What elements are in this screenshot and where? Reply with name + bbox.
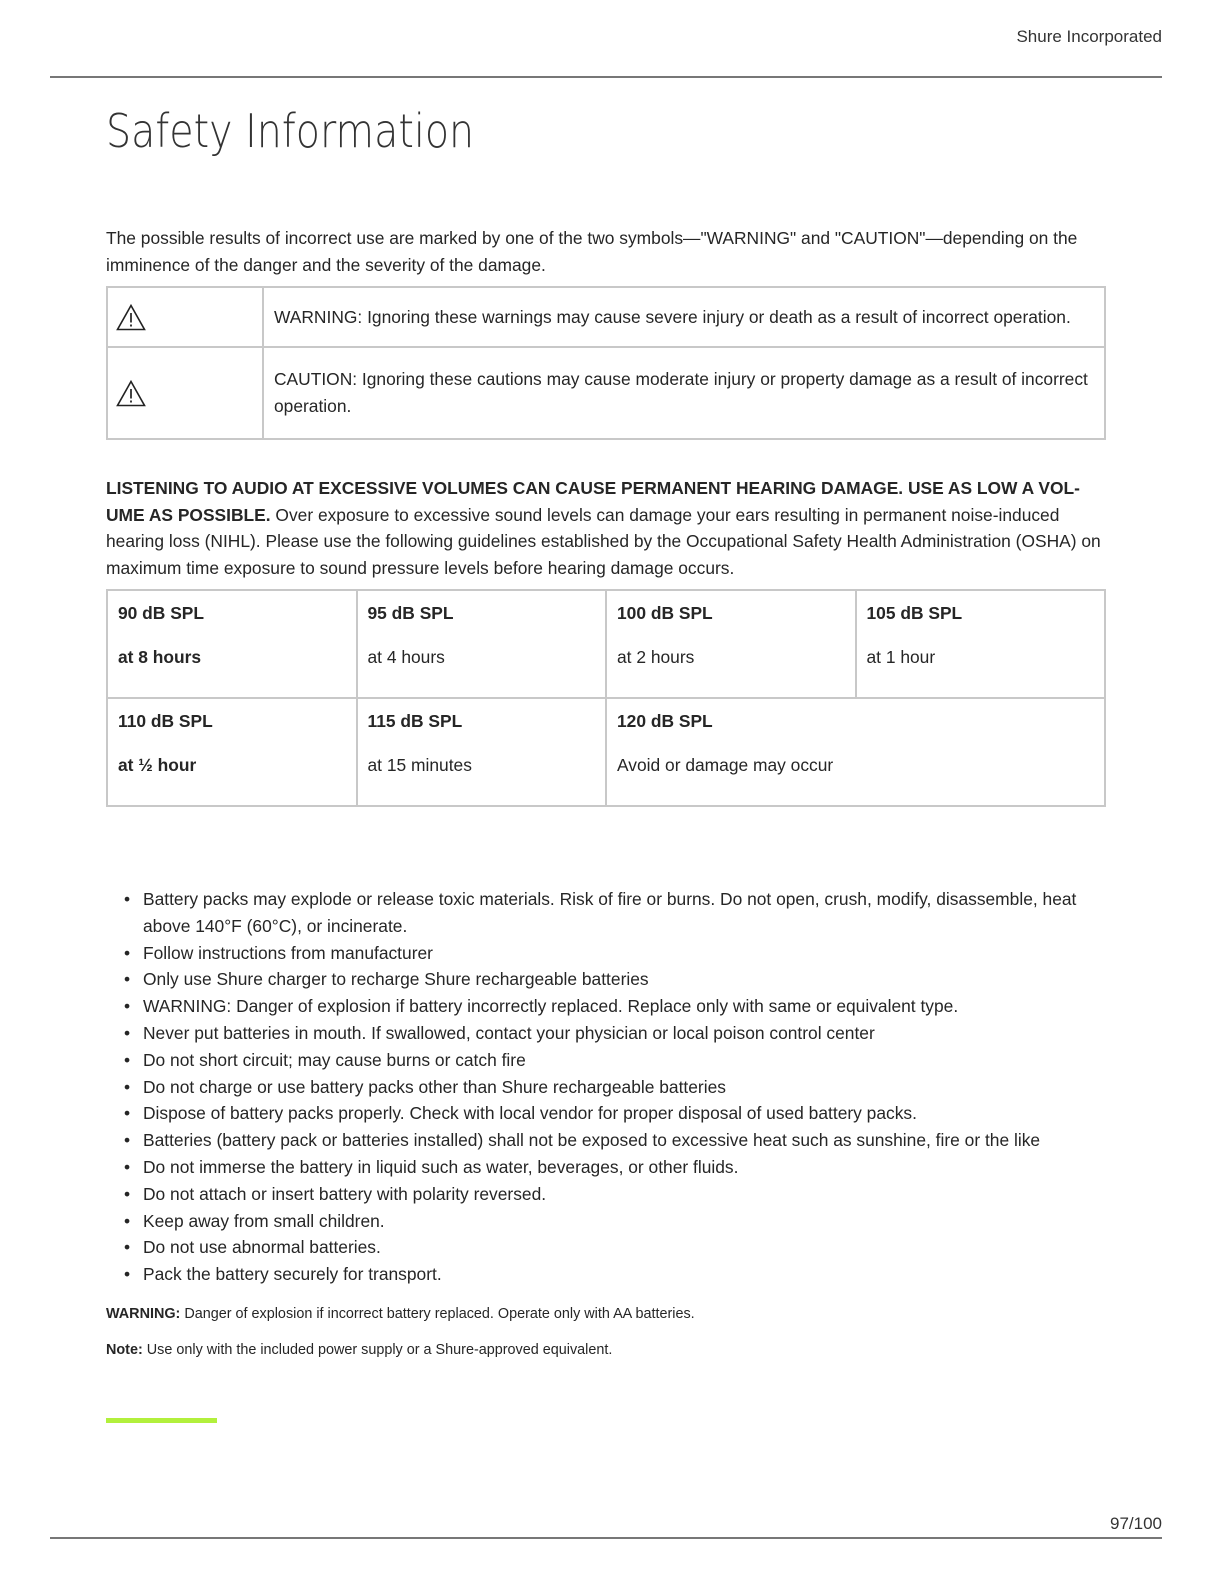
battery-warning-note [106,1306,695,1322]
page-title: Safety Information [106,104,475,158]
note-text: Danger of explosion if incorrect battery replaced. Operate only with AA batteries. [180,1306,695,1322]
spl-level: 120 dB SPL [617,711,713,731]
spl-cell [357,590,607,698]
hearing-paragraph [106,475,1106,582]
intro-text: The possible results of incorrect use are marked by one of the two symbols—"WARNING" and "CAUTION"—depending on the imminence of the danger and the severity of the damage. [106,228,1078,275]
power-supply-note [106,1342,612,1358]
accent-bar [106,1418,217,1423]
spl-level: 100 dB SPL [617,603,713,623]
intro-paragraph [106,225,1106,278]
list-item: • Do not attach or insert battery with polarity reversed. [106,1181,1106,1208]
spl-level: 95 dB SPL [367,603,454,623]
symbol-text: WARNING: Ignoring these warnings may cause severe injury or death as a result of incorrect operation. [263,287,1105,347]
list-item: • Pack the battery securely for transport. [106,1261,1106,1288]
spl-cell [107,698,357,806]
hearing-warning-bold: LISTENING TO AUDIO AT EXCESSIVE VOLUMES CAN CAUSE PERMANENT HEARING DAMAGE. USE AS LOW A VOLUME AS POSSIBLE. [106,478,1080,525]
spl-duration: at 2 hours [617,647,695,667]
symbol-cell [107,347,263,439]
list-item: • Keep away from small children. [106,1208,1106,1235]
spl-duration: at 1 hour [866,647,936,667]
list-item: • WARNING: Danger of explosion if battery incorrectly replaced. Replace only with same or equivalent type. [106,993,1106,1020]
list-item: • Batteries (battery pack or batteries installed) shall not be exposed to excessive heat such as sunshine, fire or the like [106,1127,1106,1154]
list-item: • Follow instructions from manufacturer [106,940,1106,967]
hearing-body: Over exposure to excessive sound levels can damage your ears resulting in permanent noise-induced hearing loss (NIHL). Please use the following guidelines established by the Occupational Safety Health Administration (OSHA) on maximum time exposure to sound pressure levels before hearing damage occurs. [106,504,1101,579]
hearing-text [106,475,1106,582]
spl-level: 110 dB SPL [118,711,213,731]
symbol-row-warning [107,287,1105,347]
spl-duration: at ½ hour [118,755,197,775]
spl-cell [606,698,1105,806]
spl-cell [856,590,1106,698]
symbol-row-caution [107,347,1105,439]
warning-triangle-icon [116,380,146,407]
symbol-text: CAUTION: Ignoring these cautions may cause moderate injury or property damage as a result of incorrect operation. [263,347,1105,439]
spl-duration: at 4 hours [367,647,445,667]
spl-duration: Avoid or damage may occur [617,755,834,775]
spl-table [106,589,1106,807]
symbol-cell [107,287,263,347]
note-label: WARNING: [106,1306,181,1322]
note-label: Note: [106,1342,143,1358]
spl-cell [357,698,607,806]
spl-cell [606,590,856,698]
spl-row [107,590,1105,698]
spl-level: 115 dB SPL [367,711,463,731]
list-item: • Do not use abnormal batteries. [106,1234,1106,1261]
page-number: 97/100 [1110,1514,1162,1533]
spl-cell [107,590,357,698]
list-item: • Do not immerse the battery in liquid such as water, beverages, or other fluids. [106,1154,1106,1181]
spl-row [107,698,1105,806]
header-rule [50,76,1162,78]
list-item: • Never put batteries in mouth. If swallowed, contact your physician or local poison control center [106,1020,1106,1047]
note-text: Use only with the included power supply or a Shure-approved equivalent. [142,1342,613,1358]
list-item: • Dispose of battery packs properly. Check with local vendor for proper disposal of used battery packs. [106,1100,1106,1127]
list-item: • Do not charge or use battery packs other than Shure rechargeable batteries [106,1074,1106,1101]
spl-level: 90 dB SPL [118,603,205,623]
warning-triangle-icon [116,304,146,331]
spl-duration: at 8 hours [118,647,202,667]
list-item: • Battery packs may explode or release toxic materials. Risk of fire or burns. Do not open, crush, modify, disassemble, heat above 140°F (60°C), or incinerate. [106,886,1106,940]
footer-rule [50,1537,1162,1539]
spl-level: 105 dB SPL [866,603,963,623]
battery-safety-list [106,886,1106,1288]
spl-duration: at 15 minutes [367,755,472,775]
list-item: • Only use Shure charger to recharge Shure rechargeable batteries [106,966,1106,993]
list-item: • Do not short circuit; may cause burns or catch fire [106,1047,1106,1074]
symbol-table [106,286,1106,440]
header-company: Shure Incorporated [1016,27,1162,46]
